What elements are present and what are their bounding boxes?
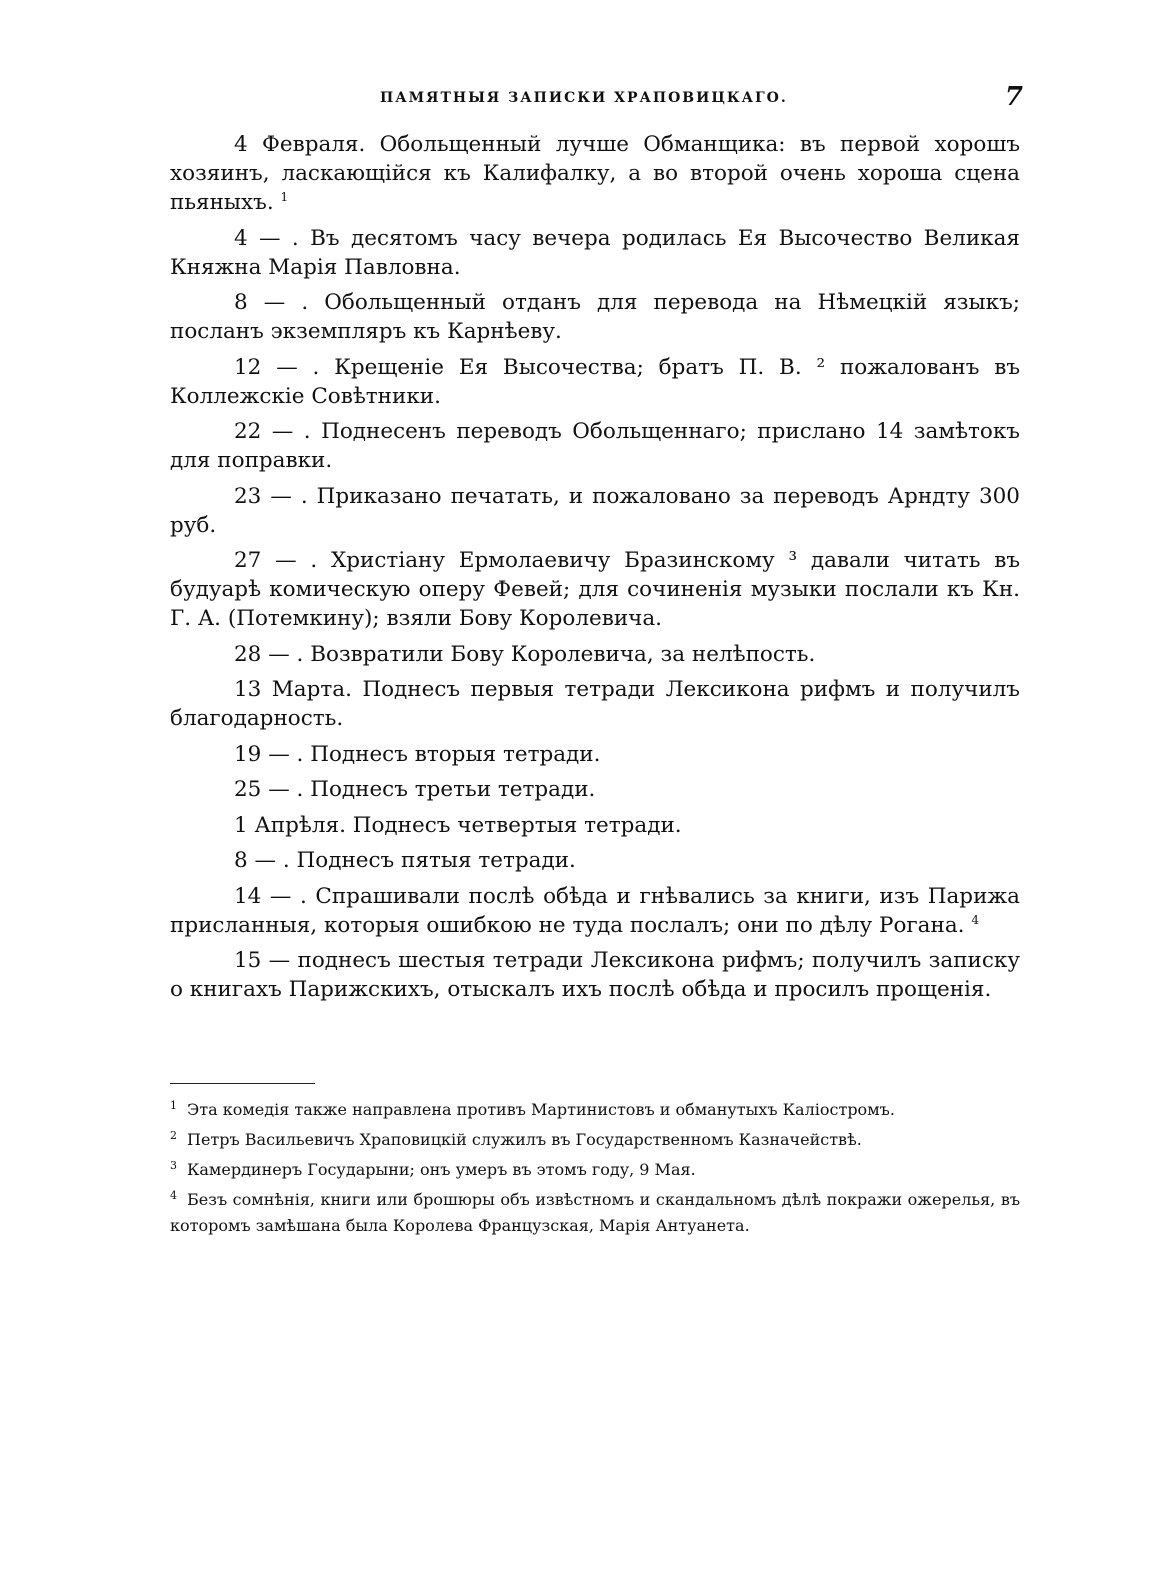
footnote-divider	[170, 1083, 315, 1084]
entry: 13 Марта. Поднесъ первыя тетради Лексикона рифмъ и получилъ благодарность.	[170, 677, 1020, 731]
footnotes	[170, 1097, 1020, 1243]
footnote-ref[interactable]: 1	[280, 189, 289, 204]
entry: 1 Апрѣля. Поднесъ четвертыя тетради.	[234, 812, 682, 838]
entry: 14 — . Спрашивали послѣ обѣда и гнѣвались за книги, изъ Парижа присланныя, которыя ошибкою не туда послалъ; они по дѣлу Рогана. $^4$	[170, 883, 1020, 938]
entry: 28 — . Возвратили Бову Королевича, за нелѣпость.	[234, 641, 816, 667]
entry: 19 — . Поднесъ вторыя тетради.	[234, 741, 601, 767]
footnote: $^4$ Безъ сомнѣнія, книги или брошюры объ извѣстномъ и скандальномъ дѣлѣ покражи ожерелья, въ которомъ замѣшана была Королева Французская, Марія Антуанета.	[170, 1188, 1020, 1235]
footnote: $^3$ Камердинеръ Государыни; онъ умеръ въ этомъ году, 9 Мая.	[170, 1158, 696, 1179]
entry: 15 — поднесъ шестыя тетради Лексикона рифмъ; получилъ записку о книгахъ Парижскихъ, отыскалъ ихъ послѣ обѣда и просилъ прощенія.	[170, 948, 1020, 1002]
entry: 4 — . Въ десятомъ часу вечера родилась Ея Высочество Великая Княжна Марія Павловна.	[170, 225, 1020, 280]
entry: 23 — . Приказано печатать, и пожаловано за переводъ Арндту 300 руб.	[170, 483, 1020, 538]
footnote: $^2$ Петръ Васильевичъ Храповицкій служилъ въ Государственномъ Казначействѣ.	[170, 1128, 862, 1149]
footnote-mark: 4	[170, 1188, 177, 1202]
footnote-mark: 3	[170, 1158, 177, 1172]
entry: 27 — . Христіану Ермолаевичу Бразинскому ³ давали читать въ будуарѣ комическую оперу Февей; для сочиненія музыки послали къ Кн. Г. А. (Потемкину); взяли Бову Королевича.	[170, 548, 1020, 631]
page-number: 7	[1004, 82, 1023, 112]
footnote-mark: 2	[170, 1128, 177, 1142]
running-title: ПАМЯТНЫЯ ЗАПИСКИ ХРАПОВИЦКАГО.	[380, 90, 788, 106]
diary-entries	[170, 130, 1020, 1011]
footnote-mark: 1	[170, 1098, 177, 1112]
entry: 25 — . Поднесъ третьи тетради.	[234, 777, 596, 802]
entry: 8 — . Обольщенный отданъ для перевода на Нѣмецкій языкъ; посланъ экземпляръ къ Карнѣеву.	[170, 290, 1020, 344]
entry: 4 Февраля. Обольщенный лучше Обманщика: въ первой хорошъ хозяинъ, ласкающійся къ Калифалку, а во второй очень хороша сцена пьяныхъ. $^1$	[170, 132, 1020, 215]
page-header	[170, 82, 1025, 118]
footnote: $^1$ Эта комедія также направлена противъ Мартинистовъ и обманутыхъ Каліостромъ.	[170, 1098, 895, 1119]
entry: 22 — . Поднесенъ переводъ Обольщеннаго; прислано 14 замѣтокъ для поправки.	[170, 419, 1020, 473]
footnote-ref[interactable]: 4	[971, 912, 979, 927]
entry: 8 — . Поднесъ пятыя тетради.	[234, 848, 576, 873]
entry: 12 — . Крещеніе Ея Высочества; братъ П. В. ² пожалованъ въ Коллежскіе Совѣтники.	[170, 354, 1020, 409]
